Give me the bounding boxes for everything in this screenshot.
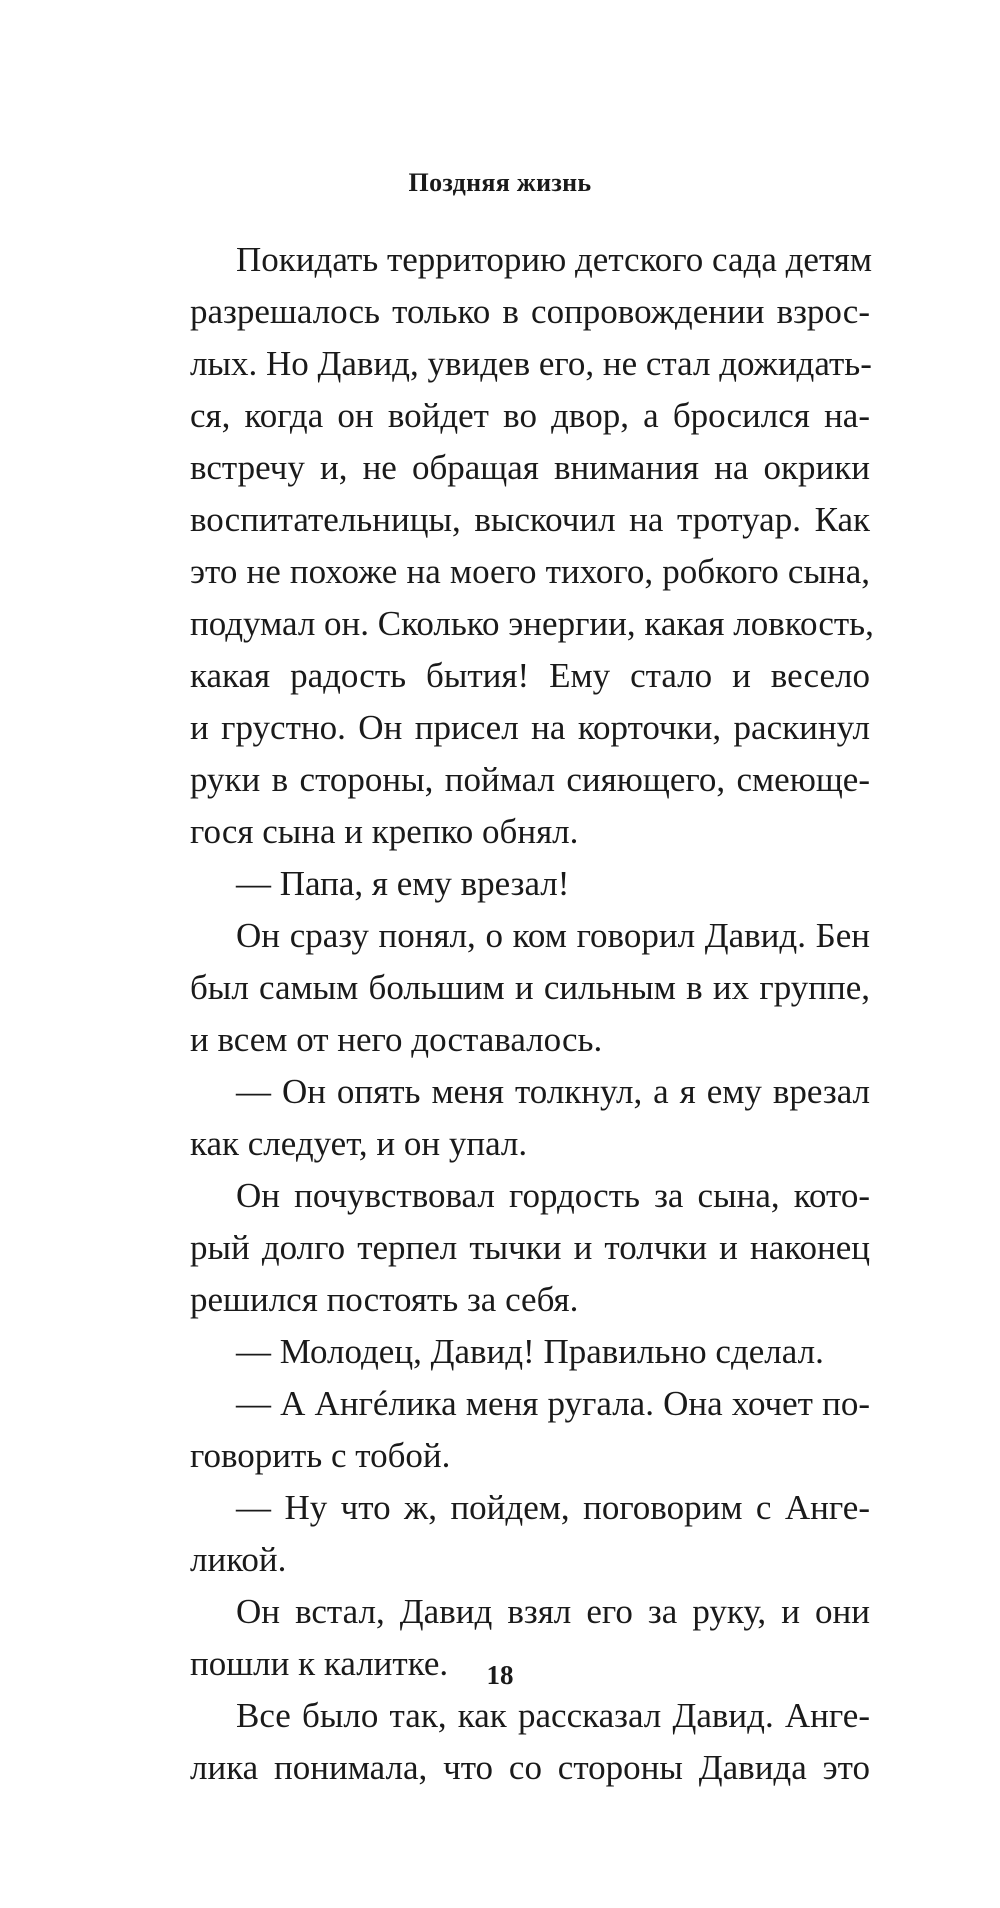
text-line: Покидать территорию детского сада детям — [236, 240, 873, 279]
text-line: и всем от него доставалось. — [190, 1020, 603, 1059]
text-line: и грустно. Он присел на корточки, раскинул — [190, 708, 870, 747]
text-line: воспитательницы, выскочил на тротуар. Как — [190, 500, 870, 539]
text-line: лых. Но Давид, увидев его, не стал дожидать- — [190, 344, 872, 383]
text-line: — Молодец, Давид! Правильно сделал. — [236, 1332, 824, 1371]
text-line: Он встал, Давид взял его за руку, и они — [236, 1592, 870, 1631]
text-line: пошли к калитке. — [190, 1644, 449, 1683]
text-line: как следует, и он упал. — [190, 1124, 528, 1163]
text-line: это не похоже на моего тихого, робкого сына, — [190, 552, 870, 591]
text-line: решился постоять за себя. — [190, 1280, 579, 1319]
text-line: лика понимала, что со стороны Давида это — [190, 1748, 870, 1787]
running-head: Поздняя жизнь — [408, 168, 592, 197]
text-line: — Папа, я ему врезал! — [236, 864, 570, 903]
text-line: разрешалось только в сопровождении взрос- — [190, 292, 870, 331]
text-line: подумал он. Сколько энергии, какая ловкость, — [190, 604, 874, 643]
text-line: — А Ангéлика меня ругала. Она хочет по- — [236, 1384, 870, 1423]
text-line: рый долго терпел тычки и толчки и наконец — [190, 1228, 870, 1267]
text-line: — Он опять меня толкнул, а я ему врезал — [236, 1072, 870, 1111]
text-line: Он сразу понял, о ком говорил Давид. Бен — [236, 916, 870, 955]
text-line: руки в стороны, поймал сияющего, смеюще- — [190, 760, 870, 799]
text-line: говорить с тобой. — [190, 1436, 451, 1475]
text-line: какая радость бытия! Ему стало и весело — [190, 656, 870, 695]
body-text — [190, 234, 874, 1794]
page-number: 18 — [486, 1660, 514, 1690]
text-line: был самым большим и сильным в их группе, — [190, 968, 870, 1007]
text-line: ся, когда он войдет во двор, а бросился на- — [190, 396, 870, 435]
text-line: — Ну что ж, пойдем, поговорим с Анге- — [236, 1488, 870, 1527]
text-line: ликой. — [190, 1540, 287, 1579]
text-line: Он почувствовал гордость за сына, кото- — [236, 1176, 870, 1215]
text-line: Все было так, как рассказал Давид. Анге- — [236, 1696, 870, 1735]
text-line: гося сына и крепко обнял. — [190, 812, 579, 851]
text-line: встречу и, не обращая внимания на окрики — [190, 448, 870, 487]
